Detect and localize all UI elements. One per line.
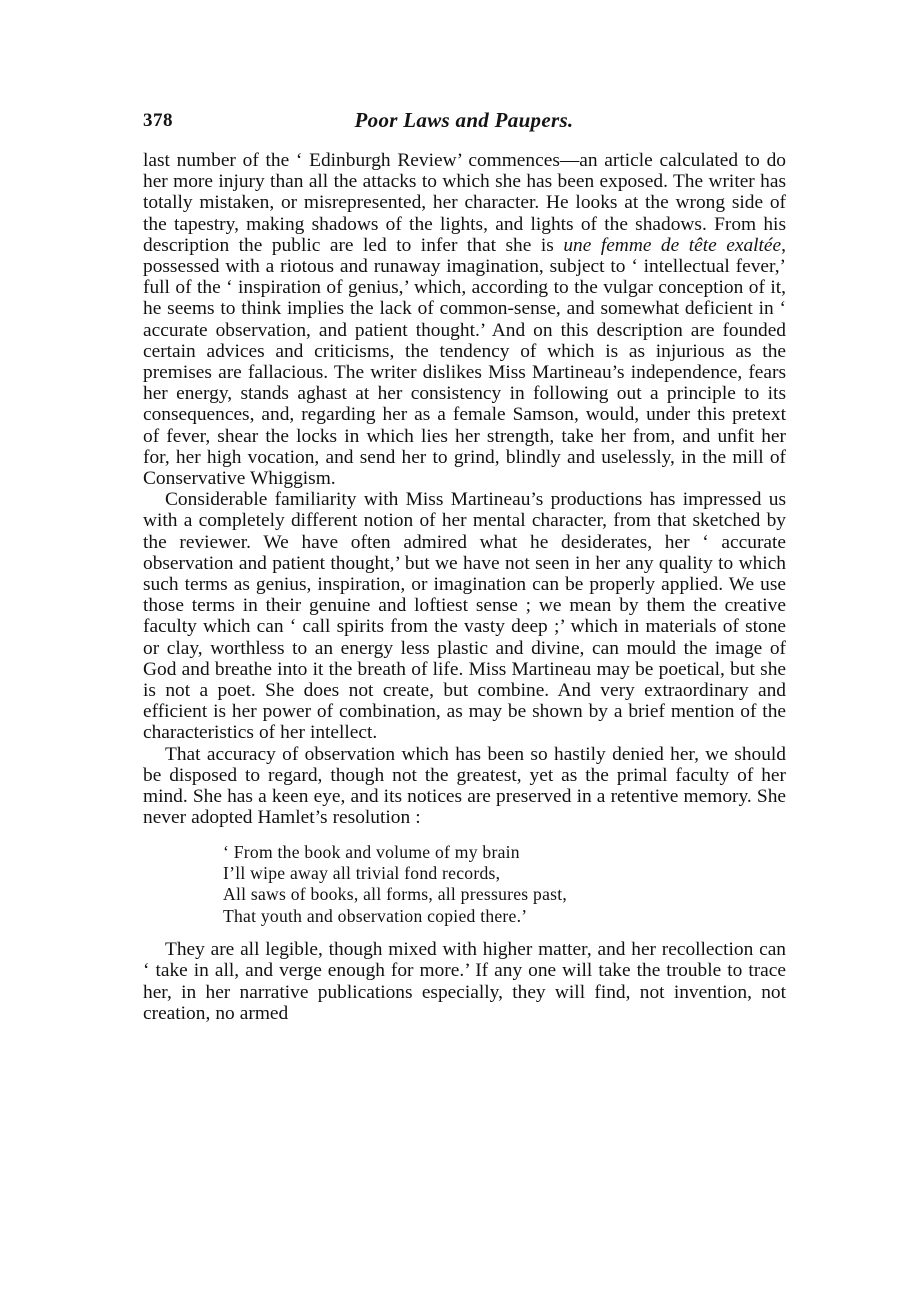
paragraph-1: last number of the ‘ Edinburgh Review’ commences—an article calculated to do her more injury than all the attacks to which she has been exposed. The writer has totally mistaken, or misrepresented, her character. He looks at the wrong side of the tapestry, making shadows of the lights, and lights of the shadows. From his description the public are led to infer that she is une femme de tête exaltée, possessed with a riotous and runaway imagination, subject to ‘ intellectual fever,’ full of the ‘ inspiration of genius,’ which, according to the vulgar conception of it, he seems to think implies the lack of common-sense, and somewhat deficient in ‘ accurate observation, and patient thought.’ And on this description are founded certain advices and criticisms, the tendency of which is as injurious as the premises are fallacious. The writer dislikes Miss Martineau’s independence, fears her energy, stands aghast at her consistency in following out a principle to its consequences, and, regarding her as a female Samson, would, under this pretext of fever, shear the locks in which lies her strength, take her from, and unfit her for, her high vocation, and send her to grind, blindly and uselessly, in the mill of Conservative Whiggism. bbox=[143, 150, 786, 490]
italic-phrase: une femme de tête exaltée bbox=[563, 234, 782, 256]
verse-line: I’ll wipe away all trivial fond records, bbox=[223, 862, 501, 883]
page-header bbox=[143, 108, 785, 138]
text-column bbox=[143, 150, 786, 1024]
verse-line: ‘ From the book and volume of my brain bbox=[223, 841, 520, 862]
page-number: 378 bbox=[143, 110, 173, 131]
verse-line: All saws of books, all forms, all pressures past, bbox=[223, 884, 568, 905]
paragraph-3: That accuracy of observation which has been so hastily denied her, we should be disposed to regard, though not the greatest, yet as the primal faculty of her mind. She has a keen eye, and its notices are preserved in a retentive memory. She never adopted Hamlet’s resolution : bbox=[143, 743, 786, 829]
verse-quotation bbox=[143, 829, 786, 940]
verse-line: That youth and observation copied there.’ bbox=[223, 905, 528, 926]
paragraph-2: Considerable familiarity with Miss Martineau’s productions has impressed us with a completely different notion of her mental character, from that sketched by the reviewer. We have often admired what he desiderates, her ‘ accurate observation and patient thought,’ but we have not seen in her any quality to which such terms as genius, inspiration, or imagination can be properly applied. We use those terms in their genuine and loftiest sense ; we mean by them the creative faculty which can ‘ call spirits from the vasty deep ;’ which in materials of stone or clay, worthless to an energy less plastic and divine, can mould the image of God and breathe into it the breath of life. Miss Martineau may be poetical, but she is not a poet. She does not create, but combine. And very extraordinary and efficient is her power of combination, as may be shown by a brief mention of the characteristics of her intellect. bbox=[143, 489, 786, 744]
paragraph-4: They are all legible, though mixed with higher matter, and her recollection can ‘ take in all, and verge enough for more.’ If any one will take the trouble to trace her, in her narrative publications especially, they will find, not invention, not creation, no armed bbox=[143, 939, 786, 1024]
running-head-title: Poor Laws and Paupers. bbox=[354, 108, 574, 132]
